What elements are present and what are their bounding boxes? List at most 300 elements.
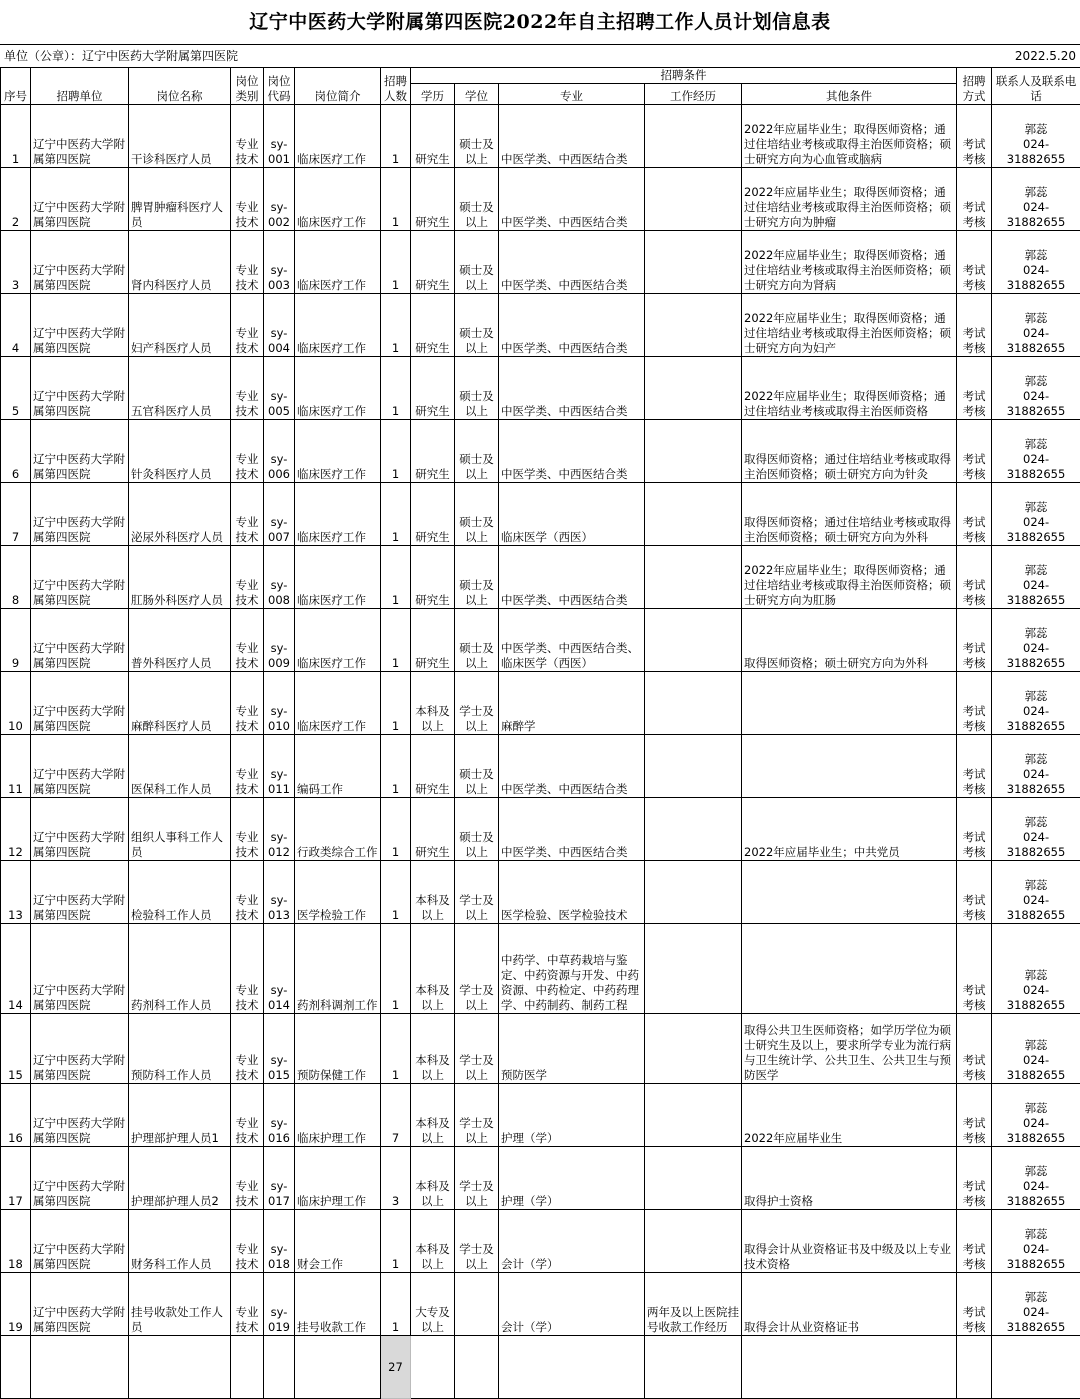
cell-num: 1 [381,1014,411,1084]
cell-unit: 辽宁中医药大学附属第四医院 [31,483,129,546]
cell-edu: 研究生 [411,546,455,609]
cell-experience [645,546,742,609]
cell-edu: 研究生 [411,294,455,357]
contact-name: 郭蕊 [994,878,1078,893]
cell-post-type: 专业技术 [231,1147,264,1210]
cell-contact [992,1147,1080,1210]
cell-contact [992,798,1080,861]
header-contact: 联系人及联系电话 [992,68,1080,105]
cell-post-code: sy-016 [264,1084,295,1147]
contact-name: 郭蕊 [994,1164,1078,1179]
cell-experience [645,1084,742,1147]
cell-edu: 大专及以上 [411,1273,455,1336]
cell-other [742,861,957,924]
cell-unit: 辽宁中医药大学附属第四医院 [31,546,129,609]
cell-post-name: 针灸科医疗人员 [129,420,231,483]
cell-other: 取得医师资格；通过住培结业考核或取得主治医师资格；硕士研究方向为针灸 [742,420,957,483]
contact-phone: 024-31882655 [994,200,1078,230]
cell-post-desc: 临床护理工作 [295,1084,381,1147]
cell-num: 1 [381,735,411,798]
cell-unit: 辽宁中医药大学附属第四医院 [31,420,129,483]
contact-phone: 024-31882655 [994,515,1078,545]
cell-seq: 16 [1,1084,31,1147]
contact-phone: 024-31882655 [994,389,1078,419]
cell-post-desc: 临床医疗工作 [295,357,381,420]
cell-post-type: 专业技术 [231,420,264,483]
cell-post-type: 专业技术 [231,546,264,609]
cell-experience [645,609,742,672]
table-row [1,357,1080,420]
contact-phone: 024-31882655 [994,893,1078,923]
cell-post-name: 普外科医疗人员 [129,609,231,672]
cell-post-type: 专业技术 [231,735,264,798]
cell-major: 中医学类、中西医结合类 [499,294,645,357]
cell-post-code: sy-010 [264,672,295,735]
cell-unit: 辽宁中医药大学附属第四医院 [31,294,129,357]
cell-degree: 学士及以上 [455,1147,499,1210]
cell-post-desc: 临床医疗工作 [295,231,381,294]
cell-post-desc: 临床医疗工作 [295,105,381,168]
contact-name: 郭蕊 [994,815,1078,830]
cell-degree: 硕士及以上 [455,294,499,357]
header-post-code: 岗位代码 [264,68,295,105]
cell-num: 1 [381,483,411,546]
cell-num: 1 [381,1273,411,1336]
cell-contact [992,1273,1080,1336]
cell-other: 取得护士资格 [742,1147,957,1210]
cell-degree: 硕士及以上 [455,231,499,294]
cell-post-type: 专业技术 [231,105,264,168]
cell-post-name: 肛肠外科医疗人员 [129,546,231,609]
cell-post-name: 护理部护理人员1 [129,1084,231,1147]
contact-name: 郭蕊 [994,311,1078,326]
table-row [1,1084,1080,1147]
cell-edu: 研究生 [411,231,455,294]
cell-post-desc: 医学检验工作 [295,861,381,924]
cell-seq: 18 [1,1210,31,1273]
cell-unit: 辽宁中医药大学附属第四医院 [31,168,129,231]
cell-other: 2022年应届毕业生；中共党员 [742,798,957,861]
cell-edu: 本科及以上 [411,924,455,1014]
cell-major: 预防医学 [499,1014,645,1084]
header-other: 其他条件 [742,84,957,105]
cell-seq: 17 [1,1147,31,1210]
cell-degree: 硕士及以上 [455,357,499,420]
cell-post-code: sy-014 [264,924,295,1014]
cell-seq: 14 [1,924,31,1014]
table-row [1,483,1080,546]
cell-unit: 辽宁中医药大学附属第四医院 [31,357,129,420]
cell-unit: 辽宁中医药大学附属第四医院 [31,609,129,672]
header-seq: 序号 [1,68,31,105]
cell-method: 考试考核 [957,924,992,1014]
cell-degree: 学士及以上 [455,1014,499,1084]
cell-degree: 学士及以上 [455,672,499,735]
cell-major: 中医学类、中西医结合类 [499,546,645,609]
cell-post-name: 五官科医疗人员 [129,357,231,420]
cell-experience [645,1014,742,1084]
cell-post-desc: 临床医疗工作 [295,483,381,546]
cell-post-name: 麻醉科医疗人员 [129,672,231,735]
contact-phone: 024-31882655 [994,326,1078,356]
table-row [1,1273,1080,1336]
cell-edu: 研究生 [411,735,455,798]
cell-seq: 9 [1,609,31,672]
cell-degree: 硕士及以上 [455,798,499,861]
contact-name: 郭蕊 [994,1227,1078,1242]
cell-experience [645,483,742,546]
cell-contact [992,357,1080,420]
cell-edu: 本科及以上 [411,1210,455,1273]
cell-num: 1 [381,1210,411,1273]
cell-post-code: sy-001 [264,105,295,168]
cell-other: 2022年应届毕业生；取得医师资格；通过住培结业考核或取得主治医师资格；硕士研究方向为肛肠 [742,546,957,609]
contact-name: 郭蕊 [994,752,1078,767]
cell-degree: 硕士及以上 [455,483,499,546]
cell-post-type: 专业技术 [231,1273,264,1336]
contact-name: 郭蕊 [994,689,1078,704]
cell-experience: 两年及以上医院挂号收款工作经历 [645,1273,742,1336]
cell-edu: 研究生 [411,420,455,483]
cell-post-desc: 临床医疗工作 [295,609,381,672]
cell-method: 考试考核 [957,231,992,294]
contact-name: 郭蕊 [994,626,1078,641]
total-count: 27 [381,1336,411,1399]
cell-post-type: 专业技术 [231,1084,264,1147]
cell-edu: 研究生 [411,105,455,168]
cell-other: 取得医师资格；硕士研究方向为外科 [742,609,957,672]
cell-num: 1 [381,861,411,924]
contact-phone: 024-31882655 [994,641,1078,671]
cell-num: 1 [381,231,411,294]
cell-experience [645,1147,742,1210]
cell-edu: 研究生 [411,609,455,672]
header-edu: 学历 [411,84,455,105]
total-row [1,1336,1080,1399]
cell-post-desc: 挂号收款工作 [295,1273,381,1336]
cell-seq: 6 [1,420,31,483]
cell-seq: 2 [1,168,31,231]
cell-major: 临床医学（西医） [499,483,645,546]
contact-phone: 024-31882655 [994,1179,1078,1209]
cell-degree: 硕士及以上 [455,546,499,609]
table-body [1,105,1080,1399]
cell-seq: 12 [1,798,31,861]
cell-post-desc: 财会工作 [295,1210,381,1273]
cell-edu: 研究生 [411,168,455,231]
cell-edu: 研究生 [411,798,455,861]
cell-edu: 本科及以上 [411,861,455,924]
cell-major: 中医学类、中西医结合类 [499,105,645,168]
cell-post-desc: 临床医疗工作 [295,672,381,735]
cell-post-name: 护理部护理人员2 [129,1147,231,1210]
cell-post-type: 专业技术 [231,357,264,420]
contact-name: 郭蕊 [994,437,1078,452]
cell-post-type: 专业技术 [231,168,264,231]
contact-name: 郭蕊 [994,1290,1078,1305]
cell-method: 考试考核 [957,609,992,672]
cell-post-code: sy-011 [264,735,295,798]
cell-num: 3 [381,1147,411,1210]
cell-num: 1 [381,672,411,735]
cell-post-code: sy-018 [264,1210,295,1273]
cell-method: 考试考核 [957,483,992,546]
cell-unit: 辽宁中医药大学附属第四医院 [31,105,129,168]
unit-label: 单位（公章）：辽宁中医药大学附属第四医院 [4,45,238,67]
cell-contact [992,420,1080,483]
contact-phone: 024-31882655 [994,983,1078,1013]
cell-post-name: 财务科工作人员 [129,1210,231,1273]
cell-experience [645,168,742,231]
cell-num: 1 [381,609,411,672]
cell-experience [645,357,742,420]
cell-post-name: 脾胃肿瘤科医疗人员 [129,168,231,231]
cell-post-name: 预防科工作人员 [129,1014,231,1084]
cell-other [742,735,957,798]
cell-post-code: sy-017 [264,1147,295,1210]
cell-method: 考试考核 [957,1273,992,1336]
contact-phone: 024-31882655 [994,767,1078,797]
cell-post-code: sy-006 [264,420,295,483]
cell-major: 中医学类、中西医结合类 [499,168,645,231]
cell-seq: 13 [1,861,31,924]
contact-name: 郭蕊 [994,1038,1078,1053]
cell-major: 中医学类、中西医结合类 [499,798,645,861]
cell-method: 考试考核 [957,798,992,861]
header-num: 招聘人数 [381,68,411,105]
header-major: 专业 [499,84,645,105]
cell-unit: 辽宁中医药大学附属第四医院 [31,1273,129,1336]
table-row [1,609,1080,672]
contact-name: 郭蕊 [994,185,1078,200]
cell-post-code: sy-009 [264,609,295,672]
cell-seq: 11 [1,735,31,798]
header-post-type: 岗位类别 [231,68,264,105]
cell-post-code: sy-004 [264,294,295,357]
cell-seq: 3 [1,231,31,294]
cell-post-desc: 行政类综合工作 [295,798,381,861]
cell-contact [992,672,1080,735]
cell-edu: 本科及以上 [411,1014,455,1084]
cell-post-code: sy-013 [264,861,295,924]
cell-unit: 辽宁中医药大学附属第四医院 [31,231,129,294]
cell-post-desc: 临床护理工作 [295,1147,381,1210]
cell-major: 中药学、中草药栽培与鉴定、中药资源与开发、中药资源、中药检定、中药药理学、中药制药、制药工程 [499,924,645,1014]
contact-name: 郭蕊 [994,563,1078,578]
cell-post-type: 专业技术 [231,924,264,1014]
cell-edu: 本科及以上 [411,672,455,735]
cell-edu: 本科及以上 [411,1147,455,1210]
cell-num: 7 [381,1084,411,1147]
cell-method: 考试考核 [957,735,992,798]
contact-phone: 024-31882655 [994,1116,1078,1146]
cell-seq: 10 [1,672,31,735]
cell-num: 1 [381,798,411,861]
table-row [1,546,1080,609]
table-row [1,168,1080,231]
contact-name: 郭蕊 [994,248,1078,263]
cell-method: 考试考核 [957,357,992,420]
cell-other: 取得医师资格；通过住培结业考核或取得主治医师资格；硕士研究方向为外科 [742,483,957,546]
cell-num: 1 [381,546,411,609]
cell-contact [992,1084,1080,1147]
cell-unit: 辽宁中医药大学附属第四医院 [31,798,129,861]
contact-name: 郭蕊 [994,500,1078,515]
cell-other: 2022年应届毕业生；取得医师资格；通过住培结业考核或取得主治医师资格；硕士研究方向为心血管或脑病 [742,105,957,168]
cell-contact [992,483,1080,546]
cell-method: 考试考核 [957,546,992,609]
cell-seq: 8 [1,546,31,609]
cell-major: 会计（学） [499,1210,645,1273]
cell-post-code: sy-002 [264,168,295,231]
cell-post-name: 检验科工作人员 [129,861,231,924]
contact-phone: 024-31882655 [994,1305,1078,1335]
table-row [1,861,1080,924]
cell-unit: 辽宁中医药大学附属第四医院 [31,1147,129,1210]
cell-major: 麻醉学 [499,672,645,735]
cell-contact [992,609,1080,672]
cell-contact [992,735,1080,798]
cell-post-desc: 临床医疗工作 [295,546,381,609]
cell-num: 1 [381,105,411,168]
contact-name: 郭蕊 [994,122,1078,137]
cell-post-code: sy-005 [264,357,295,420]
cell-contact [992,546,1080,609]
cell-method: 考试考核 [957,1014,992,1084]
cell-contact [992,1014,1080,1084]
recruitment-table [0,67,1080,1399]
cell-post-type: 专业技术 [231,798,264,861]
cell-method: 考试考核 [957,861,992,924]
cell-post-name: 挂号收款处工作人员 [129,1273,231,1336]
cell-post-type: 专业技术 [231,1210,264,1273]
cell-experience [645,735,742,798]
cell-method: 考试考核 [957,294,992,357]
cell-major: 中医学类、中西医结合类、临床医学（西医） [499,609,645,672]
cell-other: 取得会计从业资格证书 [742,1273,957,1336]
cell-experience [645,861,742,924]
cell-seq: 19 [1,1273,31,1336]
cell-major: 中医学类、中西医结合类 [499,231,645,294]
cell-other: 取得公共卫生医师资格；如学历学位为硕士研究生及以上，要求所学专业为流行病与卫生统计学、公共卫生、公共卫生与预防医学 [742,1014,957,1084]
table-row [1,672,1080,735]
cell-contact [992,105,1080,168]
header-unit: 招聘单位 [31,68,129,105]
cell-seq: 4 [1,294,31,357]
cell-post-code: sy-007 [264,483,295,546]
cell-contact [992,294,1080,357]
cell-edu: 研究生 [411,483,455,546]
table-header [1,68,1080,105]
cell-degree: 硕士及以上 [455,609,499,672]
cell-edu: 本科及以上 [411,1084,455,1147]
cell-experience [645,798,742,861]
header-degree: 学位 [455,84,499,105]
cell-post-desc: 临床医疗工作 [295,294,381,357]
cell-major: 护理（学） [499,1084,645,1147]
cell-experience [645,231,742,294]
cell-post-type: 专业技术 [231,609,264,672]
cell-degree: 学士及以上 [455,1210,499,1273]
cell-post-desc: 临床医疗工作 [295,168,381,231]
table-row [1,420,1080,483]
cell-contact [992,168,1080,231]
cell-post-name: 组织人事科工作人员 [129,798,231,861]
cell-method: 考试考核 [957,672,992,735]
contact-phone: 024-31882655 [994,830,1078,860]
table-row [1,1014,1080,1084]
cell-contact [992,924,1080,1014]
contact-phone: 024-31882655 [994,1242,1078,1272]
cell-post-type: 专业技术 [231,483,264,546]
cell-degree: 学士及以上 [455,1084,499,1147]
cell-post-name: 泌尿外科医疗人员 [129,483,231,546]
table-row [1,735,1080,798]
cell-other: 2022年应届毕业生；取得医师资格；通过住培结业考核或取得主治医师资格；硕士研究方向为肾病 [742,231,957,294]
cell-other [742,672,957,735]
cell-major: 医学检验、医学检验技术 [499,861,645,924]
cell-degree: 硕士及以上 [455,735,499,798]
cell-post-name: 医保科工作人员 [129,735,231,798]
cell-seq: 5 [1,357,31,420]
table-row [1,1147,1080,1210]
cell-post-type: 专业技术 [231,231,264,294]
cell-experience [645,672,742,735]
cell-method: 考试考核 [957,1084,992,1147]
cell-num: 1 [381,168,411,231]
cell-other: 2022年应届毕业生 [742,1084,957,1147]
document-date: 2022.5.20 [1015,45,1076,67]
cell-seq: 1 [1,105,31,168]
cell-degree: 学士及以上 [455,861,499,924]
cell-post-code: sy-019 [264,1273,295,1336]
cell-other: 2022年应届毕业生；取得医师资格；通过住培结业考核或取得主治医师资格 [742,357,957,420]
cell-method: 考试考核 [957,420,992,483]
cell-post-code: sy-008 [264,546,295,609]
contact-phone: 024-31882655 [994,137,1078,167]
cell-other: 2022年应届毕业生；取得医师资格；通过住培结业考核或取得主治医师资格；硕士研究方向为妇产 [742,294,957,357]
cell-major: 护理（学） [499,1147,645,1210]
cell-method: 考试考核 [957,105,992,168]
cell-other [742,924,957,1014]
cell-seq: 15 [1,1014,31,1084]
cell-post-name: 药剂科工作人员 [129,924,231,1014]
table-row [1,105,1080,168]
cell-edu: 研究生 [411,357,455,420]
cell-post-name: 肾内科医疗人员 [129,231,231,294]
cell-experience [645,924,742,1014]
cell-method: 考试考核 [957,1147,992,1210]
document-title: 辽宁中医药大学附属第四医院2022年自主招聘工作人员计划信息表 [0,0,1080,44]
cell-major: 中医学类、中西医结合类 [499,735,645,798]
cell-experience [645,105,742,168]
cell-contact [992,861,1080,924]
header-post-desc: 岗位简介 [295,68,381,105]
cell-experience [645,294,742,357]
cell-num: 1 [381,357,411,420]
cell-num: 1 [381,294,411,357]
cell-post-type: 专业技术 [231,672,264,735]
cell-other: 2022年应届毕业生；取得医师资格；通过住培结业考核或取得主治医师资格；硕士研究方向为肿瘤 [742,168,957,231]
cell-major: 中医学类、中西医结合类 [499,420,645,483]
cell-unit: 辽宁中医药大学附属第四医院 [31,735,129,798]
cell-degree: 硕士及以上 [455,168,499,231]
unit-line [0,44,1080,67]
contact-name: 郭蕊 [994,968,1078,983]
cell-unit: 辽宁中医药大学附属第四医院 [31,924,129,1014]
cell-major: 中医学类、中西医结合类 [499,357,645,420]
cell-unit: 辽宁中医药大学附属第四医院 [31,1210,129,1273]
